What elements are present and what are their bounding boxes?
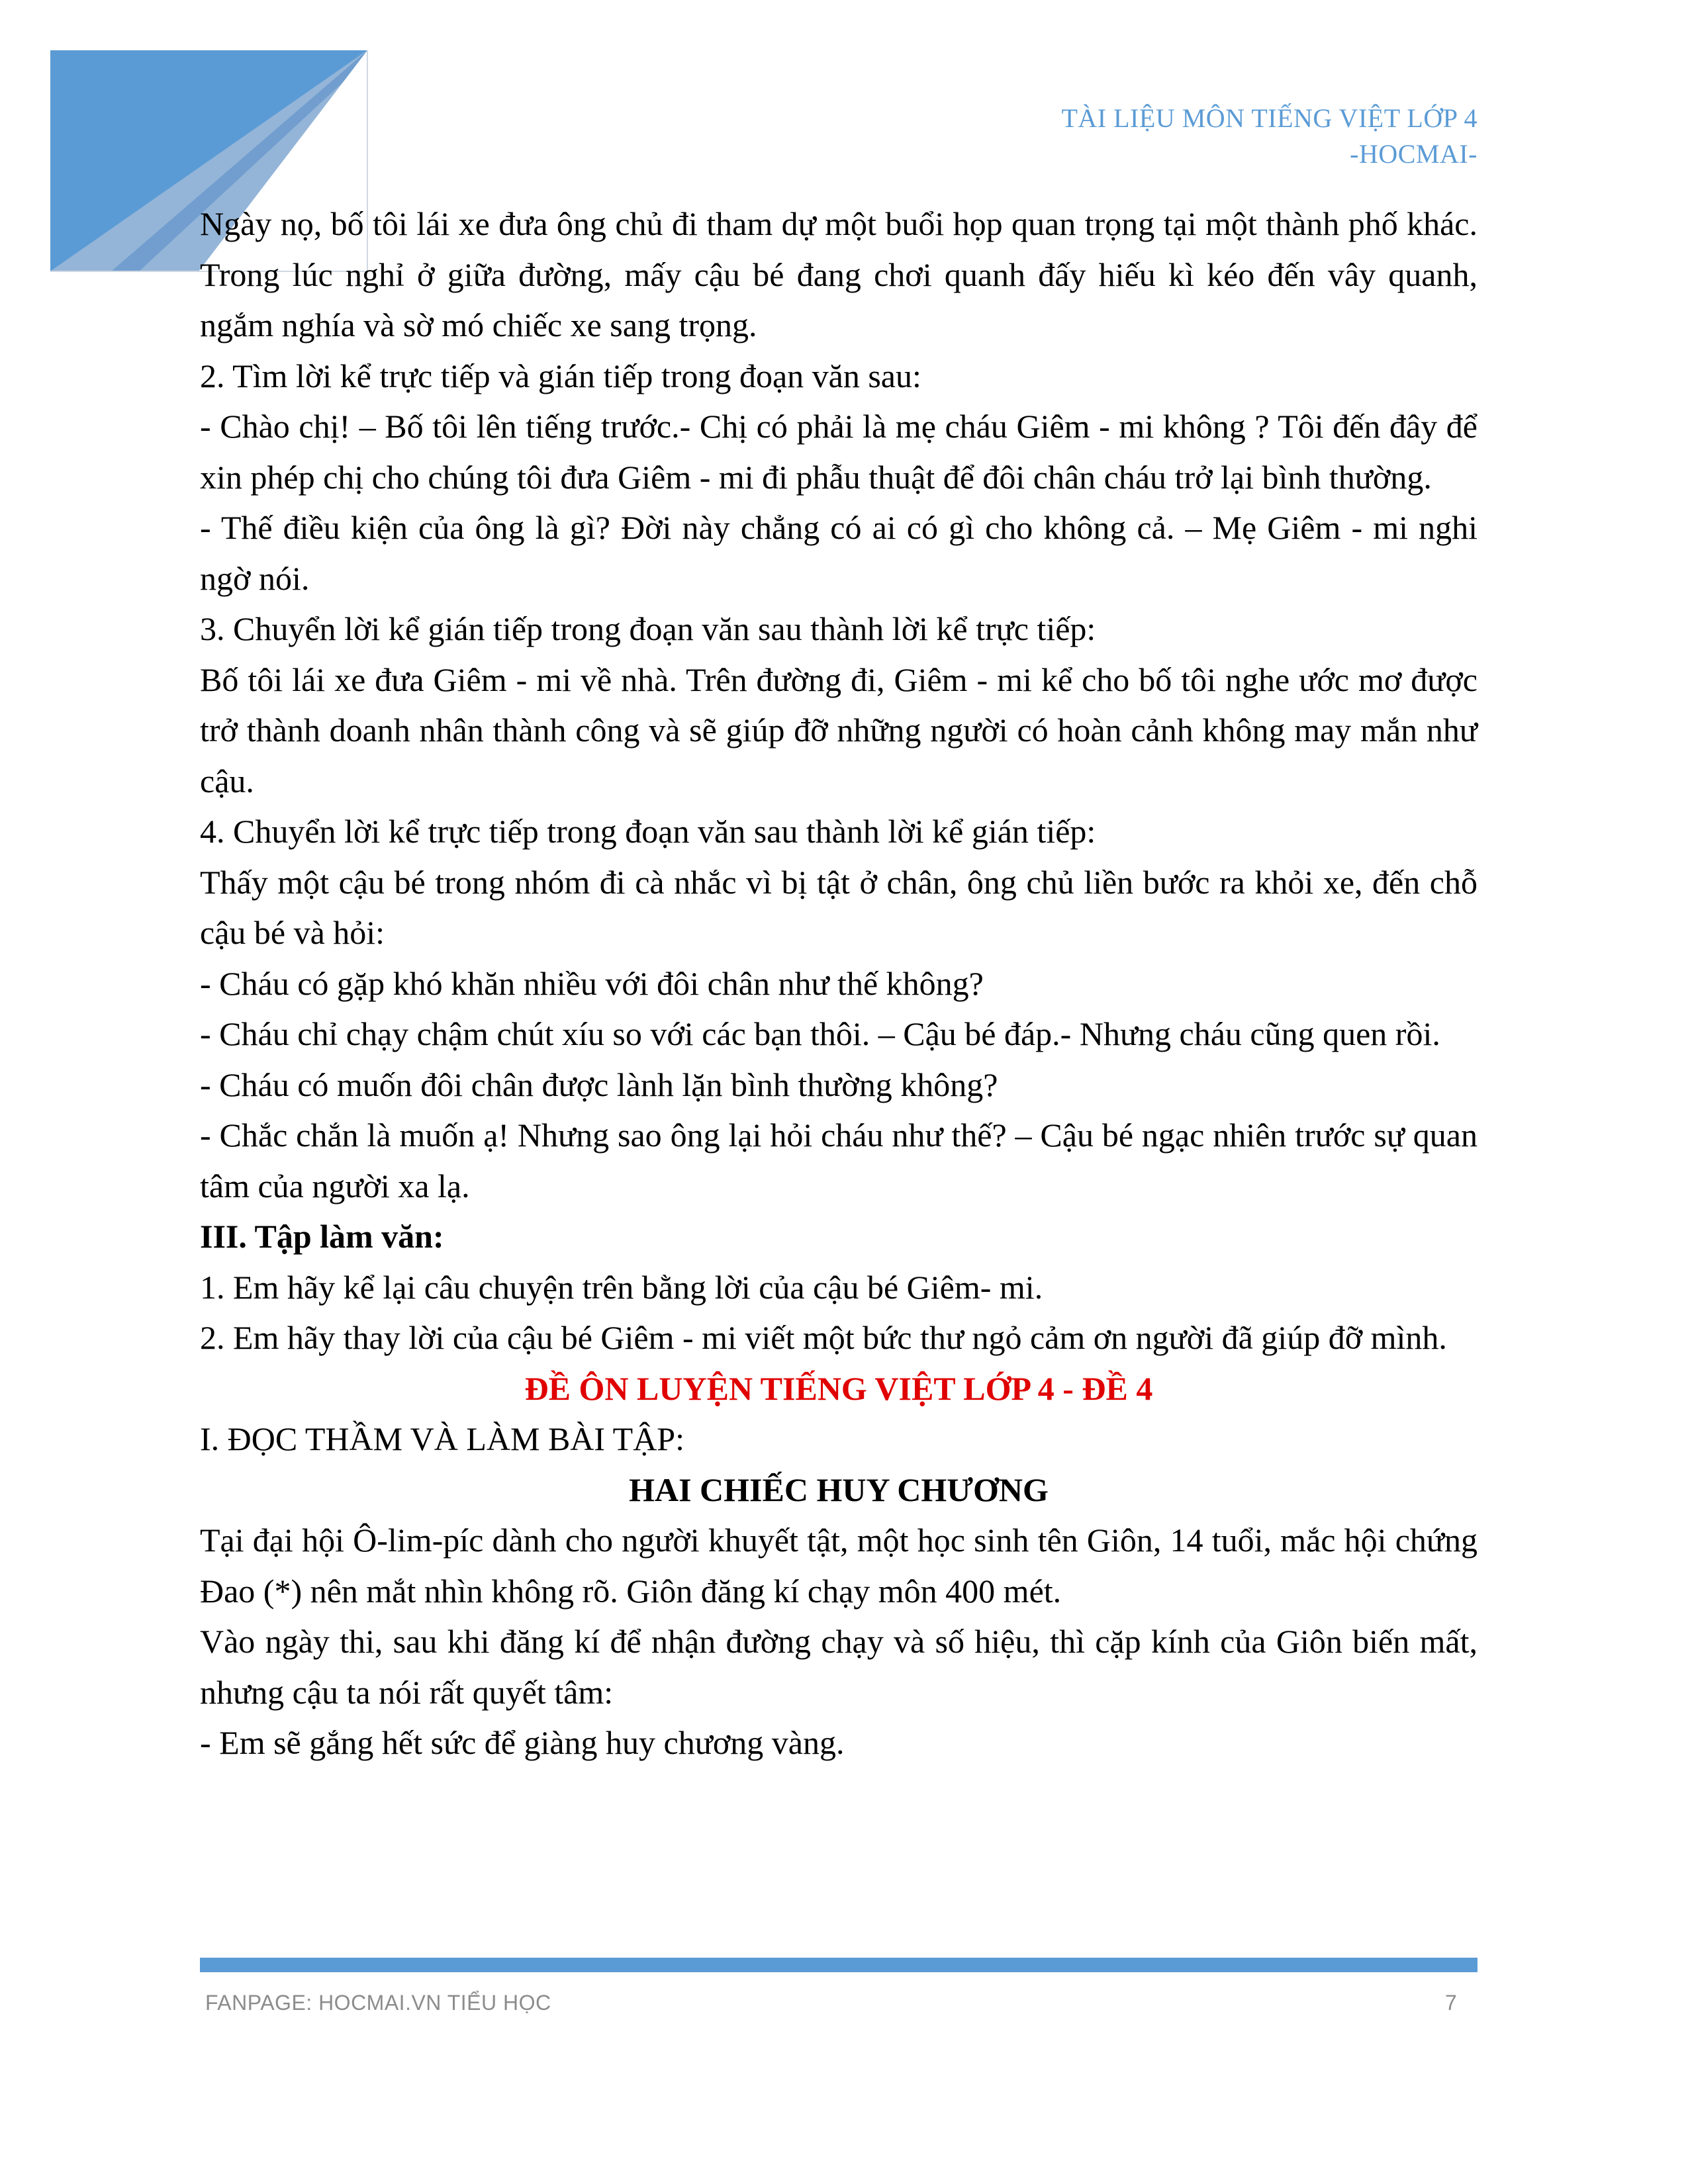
paragraph: Thấy một cậu bé trong nhóm đi cà nhắc vì bị tật ở chân, ông chủ liền bước ra khỏi xe, đến chỗ cậu bé và hỏi: [200, 863, 1477, 951]
paragraph: - Em sẽ gắng hết sức để giàng huy chương vàng. [200, 1724, 845, 1761]
exam-title: ĐỀ ÔN LUYỆN TIẾNG VIỆT LỚP 4 - ĐỀ 4 [524, 1369, 1153, 1407]
paragraph: Tại đại hội Ô-lim-píc dành cho người khuyết tật, một học sinh tên Giôn, 14 tuổi, mắc hội chứng Đao (*) nên mắt nhìn không rõ. Giôn đăng kí chạy môn 400 mét. [200, 1522, 1477, 1610]
paragraph: - Cháu có muốn đôi chân được lành lặn bình thường không? [200, 1066, 998, 1103]
page-body [200, 199, 1477, 1768]
part-heading: I. ĐỌC THẦM VÀ LÀM BÀI TẬP: [200, 1420, 685, 1457]
paragraph: - Chào chị! – Bố tôi lên tiếng trước.- Chị có phải là mẹ cháu Giêm - mi không ? Tôi đến đây để xin phép chị cho chúng tôi đưa Giêm - mi đi phẫu thuật để đôi chân cháu trở lại bình thường. [200, 408, 1477, 496]
paragraph: 3. Chuyển lời kể gián tiếp trong đoạn văn sau thành lời kể trực tiếp: [200, 610, 1096, 647]
footer-fanpage: FANPAGE: HOCMAI.VN TIỂU HỌC [205, 1991, 551, 2015]
story-title: HAI CHIẾC HUY CHƯƠNG [629, 1471, 1049, 1508]
paragraph: Bố tôi lái xe đưa Giêm - mi về nhà. Trên đường đi, Giêm - mi kể cho bố tôi nghe ước mơ được trở thành doanh nhân thành công và sẽ giúp đỡ những người có hoàn cảnh không may mắn như cậu. [200, 660, 1477, 799]
document-header [1061, 101, 1477, 172]
paragraph: 2. Tìm lời kể trực tiếp và gián tiếp trong đoạn văn sau: [200, 357, 921, 394]
paragraph: - Thế điều kiện của ông là gì? Đời này chẳng có ai có gì cho không cả. – Mẹ Giêm - mi nghi ngờ nói. [200, 509, 1477, 597]
paragraph: - Cháu chỉ chạy chậm chút xíu so với các bạn thôi. – Cậu bé đáp.- Nhưng cháu cũng quen rồi. [200, 1015, 1440, 1052]
section-heading: III. Tập làm văn: [200, 1218, 444, 1255]
paragraph: Vào ngày thi, sau khi đăng kí để nhận đường chạy và số hiệu, thì cặp kính của Giôn biến mất, nhưng cậu ta nói rất quyết tâm: [200, 1623, 1477, 1711]
paragraph: 4. Chuyển lời kể trực tiếp trong đoạn văn sau thành lời kể gián tiếp: [200, 813, 1096, 850]
paragraph: 2. Em hãy thay lời của cậu bé Giêm - mi viết một bức thư ngỏ cảm ơn người đã giúp đỡ mình. [200, 1319, 1447, 1356]
paragraph: 1. Em hãy kể lại câu chuyện trên bằng lời của cậu bé Giêm- mi. [200, 1268, 1043, 1306]
header-subtitle: -HOCMAI- [1350, 139, 1477, 169]
paragraph: Ngày nọ, bố tôi lái xe đưa ông chủ đi tham dự một buổi họp quan trọng tại một thành phố khác. Trong lúc nghỉ ở giữa đường, mấy cậu bé đang chơi quanh đấy hiếu kì kéo đến vây quanh, ngắm nghía và sờ mó chiếc xe sang trọng. [200, 205, 1477, 343]
footer-rule [200, 1958, 1477, 1972]
paragraph: - Chắc chắn là muốn ạ! Nhưng sao ông lại hỏi cháu như thế? – Cậu bé ngạc nhiên trước sự quan tâm của người xa lạ. [200, 1116, 1477, 1205]
header-title: TÀI LIỆU MÔN TIẾNG VIỆT LỚP 4 [1061, 103, 1477, 133]
page-number: 7 [1445, 1991, 1457, 2015]
paragraph: - Cháu có gặp khó khăn nhiều với đôi chân như thế không? [200, 964, 984, 1002]
